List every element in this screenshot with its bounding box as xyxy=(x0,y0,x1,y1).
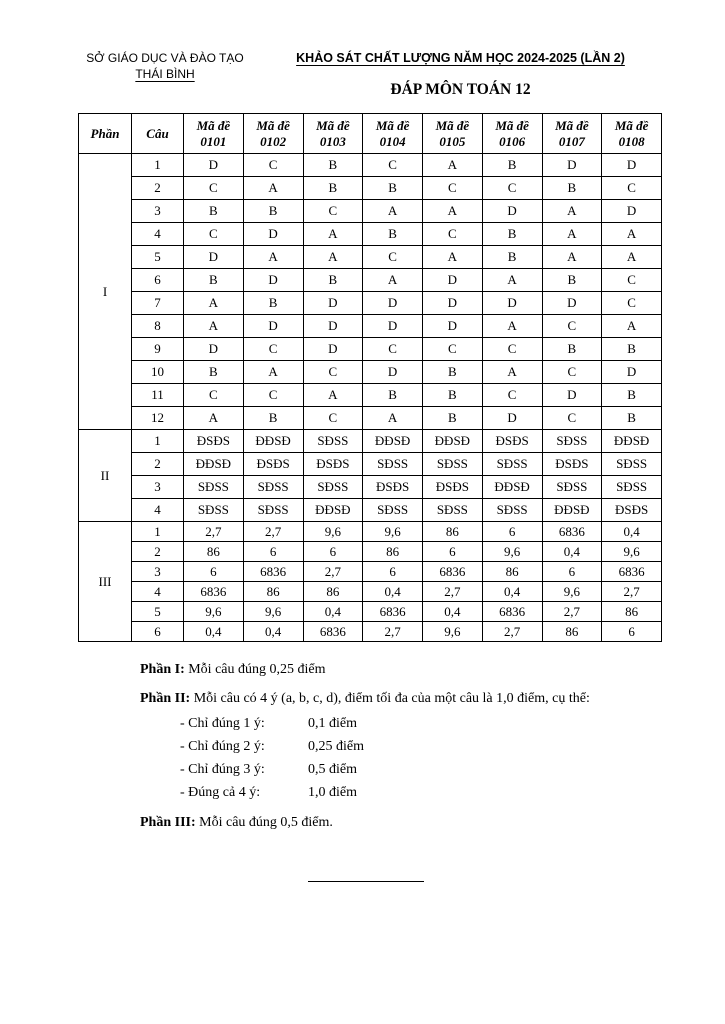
scoring-notes xyxy=(140,660,661,833)
answer-cell: D xyxy=(423,292,483,315)
answer-cell: 6 xyxy=(243,542,303,562)
answer-cell: A xyxy=(423,200,483,223)
answer-cell: ĐĐSĐ xyxy=(363,430,423,453)
answer-cell: SĐSS xyxy=(303,476,363,499)
answer-cell: ĐSĐS xyxy=(542,453,602,476)
answer-cell: B xyxy=(423,384,483,407)
answer-cell: B xyxy=(184,200,244,223)
answer-cell: A xyxy=(184,292,244,315)
answer-cell: B xyxy=(542,269,602,292)
answer-cell: 6836 xyxy=(482,602,542,622)
answer-cell: D xyxy=(482,292,542,315)
answer-cell: 6 xyxy=(423,542,483,562)
answer-cell: C xyxy=(542,361,602,384)
question-number: 7 xyxy=(132,292,184,315)
answer-cell: D xyxy=(602,200,662,223)
answer-cell: C xyxy=(303,361,363,384)
answer-cell: 0,4 xyxy=(363,582,423,602)
section-label: II xyxy=(79,430,132,522)
department-name: SỞ GIÁO DỤC VÀ ĐÀO TẠO xyxy=(86,51,244,65)
note-item-label: - Chỉ đúng 1 ý: xyxy=(180,716,265,731)
answer-cell: 9,6 xyxy=(184,602,244,622)
question-number: 4 xyxy=(132,499,184,522)
table-row xyxy=(79,246,662,269)
answer-cell: B xyxy=(363,177,423,200)
section-label: I xyxy=(79,154,132,430)
table-row xyxy=(79,200,662,223)
note-item-value: 0,25 điểm xyxy=(308,739,364,754)
answer-cell: A xyxy=(482,315,542,338)
answer-cell: B xyxy=(423,361,483,384)
note-item xyxy=(180,712,661,735)
answer-cell: SĐSS xyxy=(602,476,662,499)
answer-cell: D xyxy=(482,407,542,430)
answer-cell: B xyxy=(184,361,244,384)
note-item xyxy=(180,758,661,781)
answer-cell: D xyxy=(363,292,423,315)
answer-cell: A xyxy=(423,246,483,269)
section-label: III xyxy=(79,522,132,642)
answer-cell: 86 xyxy=(184,542,244,562)
answer-cell: 6 xyxy=(303,542,363,562)
question-number: 11 xyxy=(132,384,184,407)
answer-cell: 2,7 xyxy=(423,582,483,602)
answer-cell: D xyxy=(602,154,662,177)
answer-cell: A xyxy=(243,246,303,269)
answer-cell: B xyxy=(602,407,662,430)
answer-cell: A xyxy=(482,269,542,292)
answer-cell: B xyxy=(184,269,244,292)
answer-cell: SĐSS xyxy=(602,453,662,476)
answer-cell: SĐSS xyxy=(542,430,602,453)
answer-cell: 86 xyxy=(423,522,483,542)
answer-cell: B xyxy=(482,223,542,246)
col-header-ma-de: Mã đề 0105 xyxy=(423,114,483,154)
table-header-row xyxy=(79,114,662,154)
answer-cell: D xyxy=(363,361,423,384)
answer-cell: C xyxy=(482,384,542,407)
col-header-ma-de: Mã đề 0108 xyxy=(602,114,662,154)
answer-cell: ĐĐSĐ xyxy=(602,430,662,453)
note-part1-text: Mỗi câu đúng 0,25 điểm xyxy=(184,662,326,677)
answer-cell: C xyxy=(602,269,662,292)
note-item-value: 1,0 điểm xyxy=(308,785,357,800)
answer-cell: B xyxy=(243,200,303,223)
exam-header-block xyxy=(260,50,661,99)
document-header xyxy=(70,50,661,99)
table-row xyxy=(79,582,662,602)
answer-cell: 6836 xyxy=(184,582,244,602)
answer-cell: C xyxy=(363,338,423,361)
col-header-ma-de: Mã đề 0103 xyxy=(303,114,363,154)
answer-cell: C xyxy=(602,177,662,200)
answer-cell: 86 xyxy=(363,542,423,562)
table-row xyxy=(79,269,662,292)
col-header-ma-de: Mã đề 0107 xyxy=(542,114,602,154)
answer-cell: SĐSS xyxy=(303,430,363,453)
answer-cell: ĐSĐS xyxy=(184,430,244,453)
exam-title: KHẢO SÁT CHẤT LƯỢNG NĂM HỌC 2024-2025 (LẦN 2) xyxy=(296,51,625,65)
answer-cell: A xyxy=(602,223,662,246)
answer-cell: ĐSĐS xyxy=(423,476,483,499)
part2-items xyxy=(180,712,661,804)
answer-cell: A xyxy=(184,315,244,338)
answer-cell: A xyxy=(243,361,303,384)
answer-cell: C xyxy=(423,223,483,246)
note-part1 xyxy=(140,660,661,680)
question-number: 1 xyxy=(132,154,184,177)
answer-cell: A xyxy=(542,200,602,223)
table-row xyxy=(79,223,662,246)
note-item-label: - Chỉ đúng 2 ý: xyxy=(180,739,265,754)
col-header-ma-de: Mã đề 0102 xyxy=(243,114,303,154)
answer-cell: A xyxy=(184,407,244,430)
answer-cell: 86 xyxy=(303,582,363,602)
question-number: 1 xyxy=(132,522,184,542)
note-item-value: 0,1 điểm xyxy=(308,716,357,731)
answer-cell: D xyxy=(303,338,363,361)
answer-cell: 6 xyxy=(363,562,423,582)
answer-cell: B xyxy=(542,338,602,361)
answer-cell: SĐSS xyxy=(542,476,602,499)
note-part2-text: Mỗi câu có 4 ý (a, b, c, d), điểm tối đa của một câu là 1,0 điểm, cụ thể: xyxy=(190,691,590,706)
answer-cell: D xyxy=(542,384,602,407)
answer-cell: ĐĐSĐ xyxy=(303,499,363,522)
answer-cell: C xyxy=(482,338,542,361)
answer-cell: SĐSS xyxy=(243,476,303,499)
answer-cell: A xyxy=(303,246,363,269)
answer-cell: A xyxy=(363,407,423,430)
table-row xyxy=(79,453,662,476)
answer-cell: B xyxy=(363,223,423,246)
note-part3-text: Mỗi câu đúng 0,5 điểm. xyxy=(195,815,333,830)
answer-cell: 2,7 xyxy=(363,622,423,642)
page-title: ĐÁP MÔN TOÁN 12 xyxy=(390,81,531,98)
answer-cell: D xyxy=(243,223,303,246)
question-number: 3 xyxy=(132,200,184,223)
col-header-ma-de: Mã đề 0106 xyxy=(482,114,542,154)
answer-cell: 9,6 xyxy=(303,522,363,542)
answer-cell: D xyxy=(423,269,483,292)
answer-cell: C xyxy=(243,154,303,177)
answer-cell: 6836 xyxy=(303,622,363,642)
answer-cell: 86 xyxy=(542,622,602,642)
answer-cell: D xyxy=(602,361,662,384)
question-number: 8 xyxy=(132,315,184,338)
answer-cell: 2,7 xyxy=(303,562,363,582)
answer-cell: B xyxy=(243,407,303,430)
province-name: THÁI BÌNH xyxy=(135,67,195,81)
answer-cell: ĐSĐS xyxy=(303,453,363,476)
answer-cell: SĐSS xyxy=(363,453,423,476)
question-number: 9 xyxy=(132,338,184,361)
table-row xyxy=(79,407,662,430)
note-part3 xyxy=(140,813,661,833)
answer-cell: 9,6 xyxy=(363,522,423,542)
answer-cell: A xyxy=(363,269,423,292)
question-number: 5 xyxy=(132,602,184,622)
answer-cell: ĐĐSĐ xyxy=(542,499,602,522)
table-row xyxy=(79,542,662,562)
answer-table-body xyxy=(79,154,662,642)
answer-cell: 86 xyxy=(482,562,542,582)
answer-cell: C xyxy=(542,315,602,338)
answer-cell: A xyxy=(542,246,602,269)
table-row xyxy=(79,522,662,542)
question-number: 6 xyxy=(132,269,184,292)
answer-cell: ĐSĐS xyxy=(243,453,303,476)
answer-cell: B xyxy=(303,177,363,200)
answer-cell: 0,4 xyxy=(423,602,483,622)
answer-cell: D xyxy=(184,246,244,269)
answer-cell: 6 xyxy=(184,562,244,582)
department-block xyxy=(70,50,260,82)
note-part3-label: Phần III: xyxy=(140,815,196,830)
question-number: 2 xyxy=(132,453,184,476)
answer-cell: 0,4 xyxy=(602,522,662,542)
answer-cell: C xyxy=(184,177,244,200)
signature-rule xyxy=(308,881,424,882)
answer-cell: SĐSS xyxy=(482,499,542,522)
answer-cell: 86 xyxy=(243,582,303,602)
answer-cell: 0,4 xyxy=(303,602,363,622)
answer-cell: D xyxy=(423,315,483,338)
col-header-ma-de: Mã đề 0101 xyxy=(184,114,244,154)
note-item-label: - Chỉ đúng 3 ý: xyxy=(180,762,265,777)
question-number: 5 xyxy=(132,246,184,269)
note-part1-label: Phần I: xyxy=(140,662,185,677)
answer-cell: 6 xyxy=(482,522,542,542)
answer-cell: SĐSS xyxy=(184,476,244,499)
answer-cell: SĐSS xyxy=(423,499,483,522)
answer-cell: D xyxy=(303,292,363,315)
answer-cell: 2,7 xyxy=(602,582,662,602)
table-row xyxy=(79,154,662,177)
table-row xyxy=(79,315,662,338)
answer-cell: A xyxy=(542,223,602,246)
note-item-label: - Đúng cả 4 ý: xyxy=(180,785,261,800)
answer-cell: A xyxy=(482,361,542,384)
answer-cell: B xyxy=(602,384,662,407)
answer-cell: A xyxy=(602,315,662,338)
answer-cell: C xyxy=(542,407,602,430)
answer-cell: D xyxy=(243,315,303,338)
answer-cell: B xyxy=(303,269,363,292)
answer-cell: A xyxy=(602,246,662,269)
question-number: 3 xyxy=(132,562,184,582)
answer-cell: ĐĐSĐ xyxy=(243,430,303,453)
note-item-value: 0,5 điểm xyxy=(308,762,357,777)
answer-cell: C xyxy=(303,200,363,223)
answer-cell: A xyxy=(303,223,363,246)
question-number: 12 xyxy=(132,407,184,430)
answer-cell: 6 xyxy=(542,562,602,582)
table-row xyxy=(79,384,662,407)
answer-cell: C xyxy=(184,384,244,407)
question-number: 4 xyxy=(132,223,184,246)
answer-cell: A xyxy=(363,200,423,223)
answer-cell: A xyxy=(303,384,363,407)
answer-cell: SĐSS xyxy=(363,499,423,522)
answer-cell: 9,6 xyxy=(602,542,662,562)
answer-cell: C xyxy=(482,177,542,200)
answer-cell: ĐSĐS xyxy=(482,430,542,453)
table-row xyxy=(79,430,662,453)
answer-cell: D xyxy=(482,200,542,223)
answer-table xyxy=(78,113,662,642)
answer-cell: 0,4 xyxy=(482,582,542,602)
answer-cell: B xyxy=(423,407,483,430)
table-row xyxy=(79,361,662,384)
question-number: 6 xyxy=(132,622,184,642)
answer-cell: 0,4 xyxy=(184,622,244,642)
answer-cell: C xyxy=(423,338,483,361)
table-row xyxy=(79,622,662,642)
answer-cell: C xyxy=(363,246,423,269)
answer-cell: D xyxy=(243,269,303,292)
answer-cell: 6836 xyxy=(423,562,483,582)
table-row xyxy=(79,177,662,200)
answer-cell: SĐSS xyxy=(482,453,542,476)
answer-cell: 2,7 xyxy=(243,522,303,542)
answer-cell: 0,4 xyxy=(243,622,303,642)
question-number: 2 xyxy=(132,542,184,562)
answer-cell: SĐSS xyxy=(243,499,303,522)
answer-cell: ĐĐSĐ xyxy=(423,430,483,453)
answer-cell: 9,6 xyxy=(243,602,303,622)
answer-cell: 6836 xyxy=(602,562,662,582)
question-number: 3 xyxy=(132,476,184,499)
answer-cell: 0,4 xyxy=(542,542,602,562)
answer-cell: D xyxy=(542,154,602,177)
answer-cell: SĐSS xyxy=(184,499,244,522)
answer-cell: 9,6 xyxy=(542,582,602,602)
answer-cell: 2,7 xyxy=(482,622,542,642)
answer-cell: C xyxy=(423,177,483,200)
note-part2 xyxy=(140,689,661,709)
answer-cell: B xyxy=(482,154,542,177)
note-item xyxy=(180,781,661,804)
answer-cell: C xyxy=(363,154,423,177)
answer-cell: 6836 xyxy=(243,562,303,582)
answer-cell: 86 xyxy=(602,602,662,622)
answer-cell: B xyxy=(482,246,542,269)
answer-cell: ĐĐSĐ xyxy=(184,453,244,476)
col-header-phan: Phần xyxy=(79,114,132,154)
note-item xyxy=(180,735,661,758)
table-row xyxy=(79,499,662,522)
question-number: 4 xyxy=(132,582,184,602)
answer-cell: ĐSĐS xyxy=(363,476,423,499)
table-row xyxy=(79,602,662,622)
answer-cell: ĐSĐS xyxy=(602,499,662,522)
col-header-ma-de: Mã đề 0104 xyxy=(363,114,423,154)
answer-cell: A xyxy=(423,154,483,177)
answer-cell: 6 xyxy=(602,622,662,642)
answer-cell: 6836 xyxy=(363,602,423,622)
table-row xyxy=(79,476,662,499)
answer-cell: 9,6 xyxy=(423,622,483,642)
answer-cell: C xyxy=(243,384,303,407)
answer-cell: D xyxy=(184,154,244,177)
answer-cell: 9,6 xyxy=(482,542,542,562)
answer-cell: A xyxy=(243,177,303,200)
note-part2-label: Phần II: xyxy=(140,691,191,706)
answer-cell: B xyxy=(542,177,602,200)
answer-cell: 2,7 xyxy=(184,522,244,542)
table-row xyxy=(79,562,662,582)
question-number: 1 xyxy=(132,430,184,453)
question-number: 2 xyxy=(132,177,184,200)
answer-cell: D xyxy=(184,338,244,361)
answer-cell: D xyxy=(303,315,363,338)
answer-cell: ĐĐSĐ xyxy=(482,476,542,499)
answer-cell: SĐSS xyxy=(423,453,483,476)
answer-cell: B xyxy=(602,338,662,361)
answer-cell: D xyxy=(542,292,602,315)
answer-cell: D xyxy=(363,315,423,338)
table-row xyxy=(79,338,662,361)
answer-cell: 2,7 xyxy=(542,602,602,622)
table-row xyxy=(79,292,662,315)
col-header-cau: Câu xyxy=(132,114,184,154)
answer-cell: C xyxy=(602,292,662,315)
question-number: 10 xyxy=(132,361,184,384)
answer-cell: B xyxy=(363,384,423,407)
answer-cell: B xyxy=(303,154,363,177)
answer-cell: C xyxy=(184,223,244,246)
answer-cell: B xyxy=(243,292,303,315)
answer-cell: C xyxy=(243,338,303,361)
answer-cell: 6836 xyxy=(542,522,602,542)
answer-cell: C xyxy=(303,407,363,430)
